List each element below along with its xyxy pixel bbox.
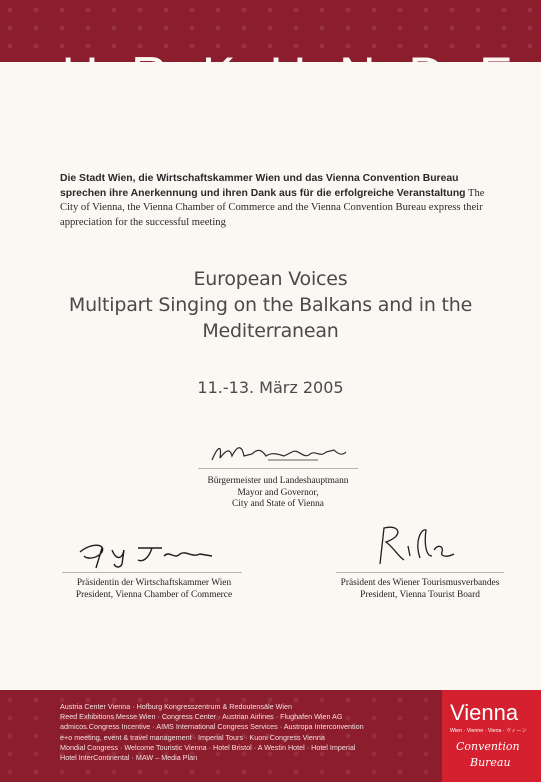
- chamber-signature-line: [62, 572, 242, 573]
- tourist-board-title-en: President, Vienna Tourist Board: [360, 589, 480, 600]
- appreciation-text: [60, 172, 490, 230]
- chamber-title-de: Präsidentin der Wirtschaftskammer Wien: [76, 578, 232, 588]
- event-title: [40, 266, 501, 344]
- tourist-board-title-de: Präsident des Wiener Tourismusverbandes: [340, 578, 500, 588]
- sponsor-line: Reed Exhibitions Messe Wien · Congress Center · Austrian Airlines · Flughafen Wien AG: [60, 712, 343, 722]
- chamber-caption: [40, 578, 268, 601]
- chamber-signature: [72, 538, 222, 570]
- logo-word: Vienna: [450, 700, 519, 725]
- sponsor-line: Hotel InterContinental · MAW – Media Plan: [60, 753, 198, 763]
- sponsor-line: admicos.Congress Incentive · AIMS International Congress Services · Austropa Interconvention: [60, 722, 364, 732]
- event-title-line: Mediterranean: [202, 320, 339, 342]
- tourist-board-signature-line: [336, 572, 504, 573]
- logo-bureau: Bureau: [470, 756, 511, 769]
- mayor-signature-line: [198, 468, 358, 469]
- event-date: 11.-13. März 2005: [197, 378, 344, 397]
- german-text: Die Stadt Wien, die Wirtschaftskammer Wien und das Vienna Convention Bureau sprechen ihre Anerkennung und ihren Dank aus für die erfolgreiche Veranstaltung: [60, 173, 466, 199]
- title-letter: D: [408, 47, 445, 103]
- title-letter: R: [131, 47, 168, 103]
- event-title-line: European Voices: [193, 268, 348, 290]
- title-letter: E: [479, 47, 513, 103]
- mayor-caption: [168, 476, 388, 511]
- english-text: The City of Vienna, the Vienna Chamber of Commerce and the Vienna Convention Bureau express their appreciation for the successful meeting: [60, 187, 485, 228]
- tourist-board-signature: [370, 520, 460, 570]
- sponsor-line: Mondial Congress · Welcome Touristic Vienna · Hotel Bristol · A Westin Hotel · Hotel Imperial: [60, 742, 356, 752]
- mayor-title-en: City and State of Vienna: [232, 499, 324, 509]
- event-title-line: Multipart Singing on the Balkans and in the: [68, 294, 473, 316]
- logo-subline: Wien · Vienne · Viena · ウィーン: [450, 728, 527, 734]
- sponsor-line: Austria Center Vienna · Hofburg Kongresszentrum & Redoutensäle Wien: [60, 702, 292, 711]
- vienna-convention-bureau-logo: [442, 690, 541, 782]
- title-letter: K: [201, 47, 236, 103]
- mayor-title-en: Mayor and Governor,: [237, 487, 319, 498]
- sponsor-line: e+o meeting, event & travel management · Imperial Tours · Kuoni Congress Vienna: [60, 732, 325, 742]
- title-letter: U: [61, 47, 99, 103]
- sponsor-list: [60, 702, 440, 763]
- title-letter: N: [339, 47, 376, 103]
- logo-convention: Convention: [456, 740, 520, 753]
- chamber-title-en: President, Vienna Chamber of Commerce: [75, 589, 233, 600]
- mayor-title-de: Bürgermeister und Landeshauptmann: [207, 476, 349, 486]
- document-title: [58, 48, 518, 102]
- mayor-signature: [208, 440, 348, 468]
- tourist-board-caption: [302, 578, 538, 601]
- title-letter: U: [269, 47, 307, 103]
